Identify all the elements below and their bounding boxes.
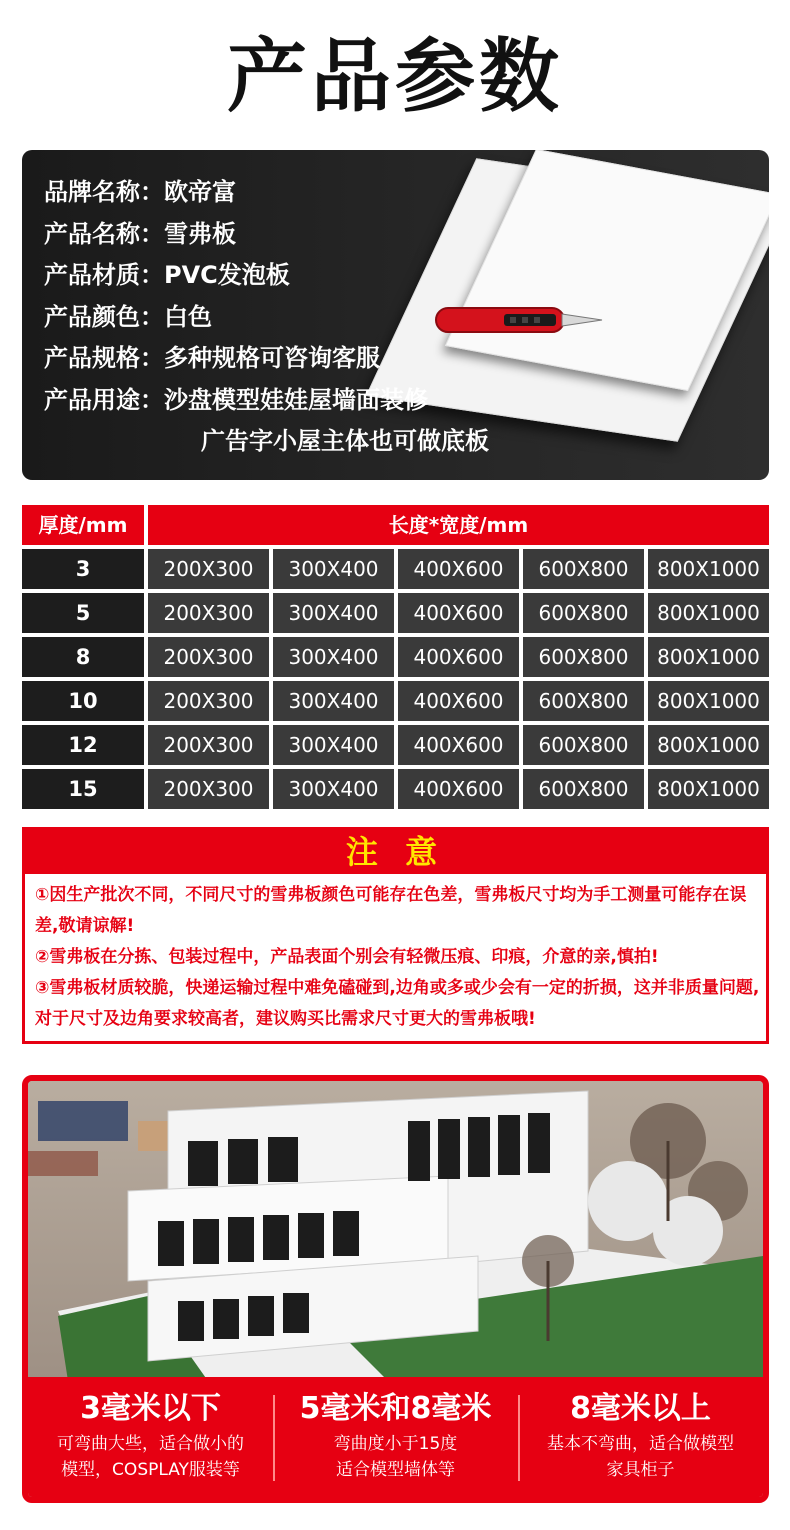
spec-usage: 产品用途：沙盘模型娃娃屋墙面装修 xyxy=(44,385,428,414)
table-row xyxy=(22,769,769,809)
size-cell: 400X600 xyxy=(398,593,519,633)
size-cell: 400X600 xyxy=(398,637,519,677)
size-cell: 200X300 xyxy=(148,681,269,721)
size-cell: 800X1000 xyxy=(648,549,769,589)
size-table xyxy=(22,505,769,810)
usage-title: 8毫米以上 xyxy=(570,1391,711,1426)
notice-title: 注 意 xyxy=(25,830,766,874)
size-cell: 400X600 xyxy=(398,725,519,765)
notice-item: ①因生产批次不同，不同尺寸的雪弗板颜色可能存在色差，雪弗板尺寸均为手工测量可能存在误差,敬请谅解! xyxy=(35,885,747,936)
notice-item: ②雪弗板在分拣、包装过程中，产品表面个别会有轻微压痕、印痕，介意的亲,慎拍! xyxy=(35,947,659,967)
usage-desc: 适合模型墙体等 xyxy=(336,1460,455,1480)
thickness-cell: 3 xyxy=(22,549,144,589)
size-cell: 200X300 xyxy=(148,637,269,677)
size-cell: 800X1000 xyxy=(648,725,769,765)
size-cell: 300X400 xyxy=(273,549,394,589)
spec-usage-continued: 广告字小屋主体也可做底板 xyxy=(201,427,489,455)
usage-title: 3毫米以下 xyxy=(80,1391,221,1426)
size-cell: 600X800 xyxy=(523,549,644,589)
size-cell: 300X400 xyxy=(273,769,394,809)
size-cell: 200X300 xyxy=(148,549,269,589)
size-cell: 200X300 xyxy=(148,593,269,633)
size-cell: 600X800 xyxy=(523,593,644,633)
size-cell: 300X400 xyxy=(273,725,394,765)
size-cell: 400X600 xyxy=(398,549,519,589)
usage-desc: 可弯曲大些，适合做小的 xyxy=(57,1434,244,1454)
thickness-cell: 15 xyxy=(22,769,144,809)
table-row xyxy=(22,549,769,589)
spec-product-name: 产品名称：雪弗板 xyxy=(44,219,236,248)
size-cell: 400X600 xyxy=(398,681,519,721)
usage-title: 5毫米和8毫米 xyxy=(299,1391,492,1426)
size-cell: 600X800 xyxy=(523,769,644,809)
usage-desc: 弯曲度小于15度 xyxy=(333,1434,458,1454)
spec-material: 产品材质：PVC发泡板 xyxy=(44,261,290,289)
usage-desc: 基本不弯曲，适合做模型 xyxy=(547,1434,734,1454)
usage-desc: 家具柜子 xyxy=(606,1460,675,1480)
size-cell: 600X800 xyxy=(523,681,644,721)
thickness-cell: 10 xyxy=(22,681,144,721)
size-cell: 800X1000 xyxy=(648,769,769,809)
spec-brand: 品牌名称：欧帝富 xyxy=(44,178,236,206)
notice-item: ③雪弗板材质较脆，快递运输过程中难免磕碰到,边角或多或少会有一定的折损，这并非质量问题,对于尺寸及边角要求较高者，建议购买比需求尺寸更大的雪弗板哦! xyxy=(35,978,760,1029)
size-cell: 300X400 xyxy=(273,593,394,633)
table-row xyxy=(22,637,769,677)
size-cell: 600X800 xyxy=(523,725,644,765)
table-row xyxy=(22,593,769,633)
architecture-model-photo xyxy=(28,1081,763,1381)
usage-column-thick xyxy=(518,1377,763,1497)
size-cell: 800X1000 xyxy=(648,593,769,633)
thickness-usage-band xyxy=(28,1377,763,1497)
size-cell: 400X600 xyxy=(398,769,519,809)
header-dimensions: 长度*宽度/mm xyxy=(148,505,769,545)
notice-box xyxy=(22,827,769,1044)
page-title: 产品参数 xyxy=(227,30,563,123)
size-cell: 300X400 xyxy=(273,681,394,721)
usage-column-medium xyxy=(273,1377,518,1497)
size-cell: 800X1000 xyxy=(648,681,769,721)
notice-body xyxy=(35,880,760,1035)
usage-desc: 模型，COSPLAY服装等 xyxy=(61,1460,240,1480)
table-row xyxy=(22,681,769,721)
usage-column-thin xyxy=(28,1377,273,1497)
thickness-cell: 12 xyxy=(22,725,144,765)
size-cell: 200X300 xyxy=(148,769,269,809)
spec-list xyxy=(44,172,489,463)
model-showcase xyxy=(22,1075,769,1503)
thickness-cell: 5 xyxy=(22,593,144,633)
thickness-cell: 8 xyxy=(22,637,144,677)
spec-size: 产品规格：多种规格可咨询客服 xyxy=(44,344,380,372)
size-cell: 300X400 xyxy=(273,637,394,677)
header-thickness: 厚度/mm xyxy=(22,505,144,545)
size-cell: 200X300 xyxy=(148,725,269,765)
spec-color: 产品颜色：白色 xyxy=(44,302,212,331)
table-row xyxy=(22,725,769,765)
spec-card xyxy=(22,150,769,480)
size-cell: 600X800 xyxy=(523,637,644,677)
size-cell: 800X1000 xyxy=(648,637,769,677)
